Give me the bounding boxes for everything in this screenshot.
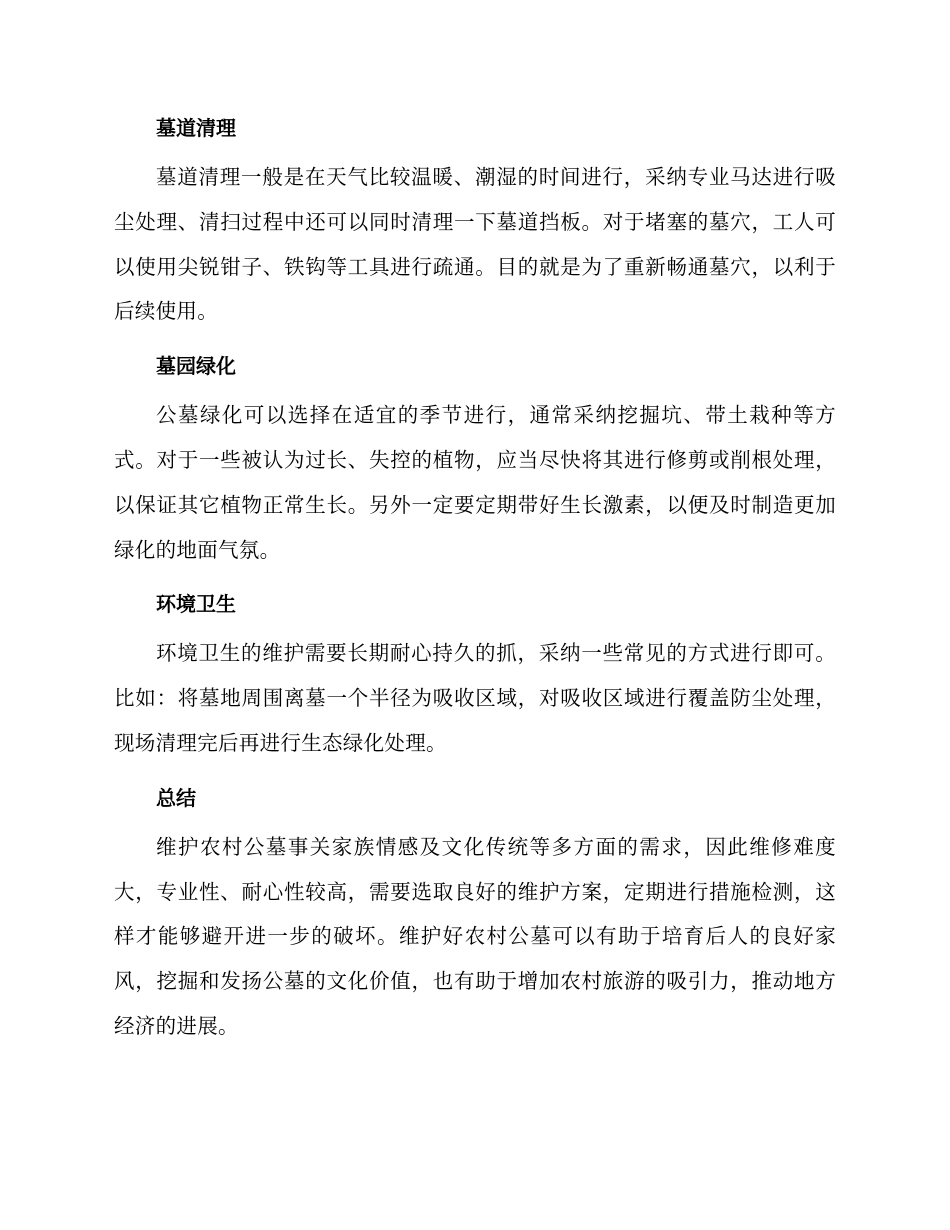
section-paragraph: 墓道清理一般是在天气比较温暖、潮湿的时间进行，采纳专业马达进行吸尘处理、清扫过程中还可以同时清理一下墓道挡板。对于堵塞的墓穴，工人可以使用尖锐钳子、铁钩等工具进行疏通。目的就是为了重新畅通墓穴，以利于后续使用。	[114, 165, 836, 324]
section-summary	[114, 782, 836, 1049]
section-environmental-hygiene	[114, 588, 836, 765]
section-paragraph: 维护农村公墓事关家族情感及文化传统等多方面的需求，因此维修难度大，专业性、耐心性较高，需要选取良好的维护方案，定期进行措施检测，这样才能够避开进一步的破坏。维护好农村公墓可以有助于培育后人的良好家风，挖掘和发扬公墓的文化价值，也有助于增加农村旅游的吸引力，推动地方经济的进展。	[114, 834, 836, 1038]
section-heading: 环境卫生	[156, 592, 236, 617]
section-heading: 墓道清理	[156, 116, 236, 140]
section-paragraph: 公墓绿化可以选择在适宜的季节进行，通常采纳挖掘坑、带土栽种等方式。对于一些被认为过长、失控的植物，应当尽快将其进行修剪或削根处理，以保证其它植物正常生长。另外一定要定期带好生长激素，以便及时制造更加绿化的地面气氛。	[114, 403, 836, 562]
document-page	[114, 112, 836, 1049]
section-paragraph: 环境卫生的维护需要长期耐心持久的抓，采纳一些常见的方式进行即可。比如：将墓地周围离墓一个半径为吸收区域，对吸收区域进行覆盖防尘处理，现场清理完后再进行生态绿化处理。	[114, 641, 836, 755]
section-cemetery-greening	[114, 350, 836, 572]
section-heading: 墓园绿化	[156, 354, 236, 379]
section-tomb-passage-cleaning	[114, 112, 836, 334]
section-heading: 总结	[156, 785, 196, 810]
